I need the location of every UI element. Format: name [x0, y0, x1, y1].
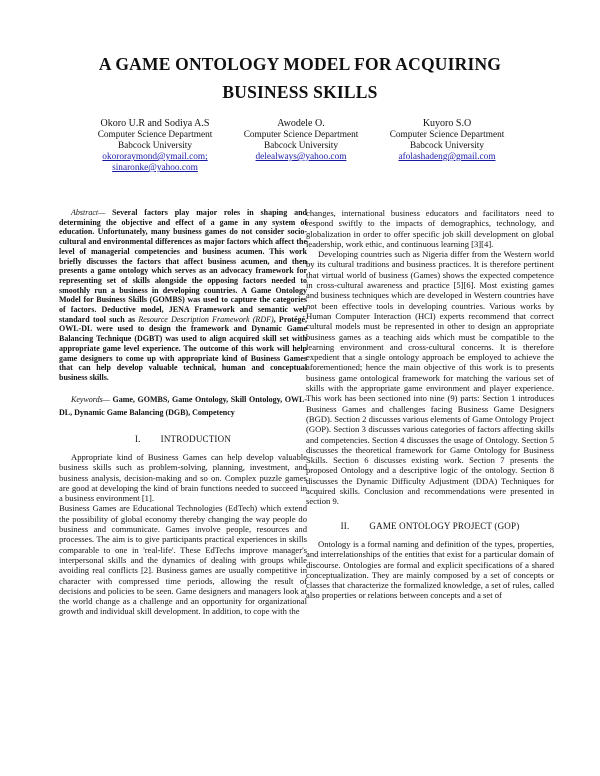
keywords	[59, 393, 307, 420]
author-email-link[interactable]: afolashadeng@gmail.com	[398, 152, 496, 162]
section-number: II.	[340, 520, 350, 531]
section-title: INTRODUCTION	[160, 433, 232, 444]
section-heading-game-ontology-project	[306, 521, 554, 531]
body-paragraph: Business Games are Educational Technologies (EdTech) which extend the possibility of global economy thereby changing the way people do business and communicate. Games involve people, resources and processes. The aim is to give participants practical experiences in skills comparable to one in 'real-life'. These EdTechs improve manager's interpersonal skills and the dynamics of dealing with groups while avoiding real conflicts [2]. Business games are usually competitive in character with compressed time periods, allowing the result of decisions and policies to be seen. Game designers and managers look at the world change as a challenge and an opportunity for organizational growth and individual skill development. In addition, to cope with the	[59, 503, 307, 617]
author-name: Kuyoro S.O	[422, 118, 472, 129]
author-university: Babcock University	[263, 141, 339, 151]
abstract	[59, 208, 307, 383]
paper-title-line-2: BUSINESS SKILLS	[222, 82, 378, 102]
abstract-text: Several factors play major roles in shaping and determining the objective and effect of a game in any system of education. Unfortunately, many business games do not consider socio-cultural and environmental differences as major factors which affect the level of managerial competencies and business acumen. This work briefly discusses the factors that affect business acumen, and then presents a game ontology which serves as an advocacy framework for representing set of skills alongside the opposing factors needed to smoothly run a business in developing countries. A Game Ontology Model for Business Skills (GOMBS) was used to capture the categories of factors. Deductive model, JENA Framework and semantic web standard tool such as	[59, 208, 307, 324]
author-department: Computer Science Department	[243, 130, 359, 140]
body-paragraph: changes, international business educators and facilitators need to respond swiftly to the impacts of demographics, technology, and globalization in order to offer specific job skill development on global leadership, work ethic, and continuous learning [3][4].	[306, 208, 554, 249]
abstract-text-continued: , Protégé, OWL-DL were used to design the framework and Dynamic Game Balancing Technique (DGBT) was used to align acquired skill set with appropriate game level experience. The outcome of this work will help game designers to come up with appropriate kind of Business Games that can help develop valuable technical, human and conceptual business skills.	[59, 314, 307, 382]
section-title: GAME ONTOLOGY PROJECT (GOP)	[369, 520, 520, 531]
abstract-label: Abstract—	[71, 208, 106, 217]
author-email-link[interactable]: sinaronke@yahoo.com	[112, 163, 198, 173]
body-paragraph: Ontology is a formal naming and definition of the types, properties, and interrelationships of the entities that exist for a particular domain of discourse. Ontologies are formal and explicit specifications of a shared conceptualization. They are mainly composed by a set of concepts or classes that characterize the formalized knowledge, a set of rules, called also properties or relations between concepts and a set of	[306, 538, 554, 601]
author-name: Okoro U.R and Sodiya A.S	[100, 118, 210, 129]
left-column	[59, 208, 307, 617]
author-department: Computer Science Department	[389, 130, 505, 140]
right-column	[306, 208, 554, 601]
body-paragraph: Developing countries such as Nigeria differ from the Western world by its cultural traditions and business practices. It is therefore pertinent that virtual world of business (Games) shows the expected competence in cross-cultural awareness and practice [5][6]. Most existing games and business techniques which are developed in Western countries have not been effective tools in developing countries. Various works by Human Computer Interaction (HCI) experts recommend that correct cultural models must be represented in other to design an appropriate business games as a teaching aids which must be compatible to the learning environment and cross-cultural concerns. It is therefore expedient that a single ontology approach be employed to achieve the aforementioned; hence the main objective of this work is to presents business game ontological framework for matching the various set of skills with the appropriate game environment and player experience. This work has been sectioned into nine (9) parts: Section 1 introduces Business Games and challenges facing Business Game Designers (BGD). Section 2 discusses various elements of Game Ontology Project (GOP). Section 3 discusses various categories of factors affecting skills and competencies. Section 4 discusses the usage of Ontology. Section 5 discusses the theoretical framework for Game Ontology for Business Skills. Section 6 discusses existing work. Section 7 presents the proposed Ontology and a descriptive logic of the ontology. Section 8 discusses the Dynamic Difficulty Adjustment (DDA) Techniques for acquired skills. Conclusion and recommendations were presented in section 9.	[306, 249, 554, 507]
author-department: Computer Science Department	[97, 130, 213, 140]
body-paragraph: Appropriate kind of Business Games can help develop valuable business skills such as problem-solving, planning, investment, and business analysis, decision-making and so on. Complex puzzle games are good at developing the kind of brain functions needed to succeed in a business environment [1].	[59, 451, 307, 504]
section-heading-introduction	[59, 434, 307, 444]
paper-title-line-1: A GAME ONTOLOGY MODEL FOR ACQUIRING	[98, 54, 502, 74]
author-university: Babcock University	[117, 141, 193, 151]
keywords-text: Game, GOMBS, Game Ontology, Skill Ontology, OWL-DL, Dynamic Game Balancing (DGB), Competency	[59, 394, 307, 418]
author-block-3	[352, 118, 542, 163]
author-email-link[interactable]: okororaymond@ymail.com;	[102, 152, 208, 162]
author-name: Awodele O.	[277, 118, 325, 129]
keywords-label: Keywords—	[71, 394, 110, 404]
section-number: I.	[134, 433, 141, 444]
abstract-rdf-term: Resource Description Framework (RDF)	[138, 314, 274, 324]
author-university: Babcock University	[409, 141, 485, 151]
author-email-link[interactable]: delealways@yahoo.com	[255, 152, 347, 162]
